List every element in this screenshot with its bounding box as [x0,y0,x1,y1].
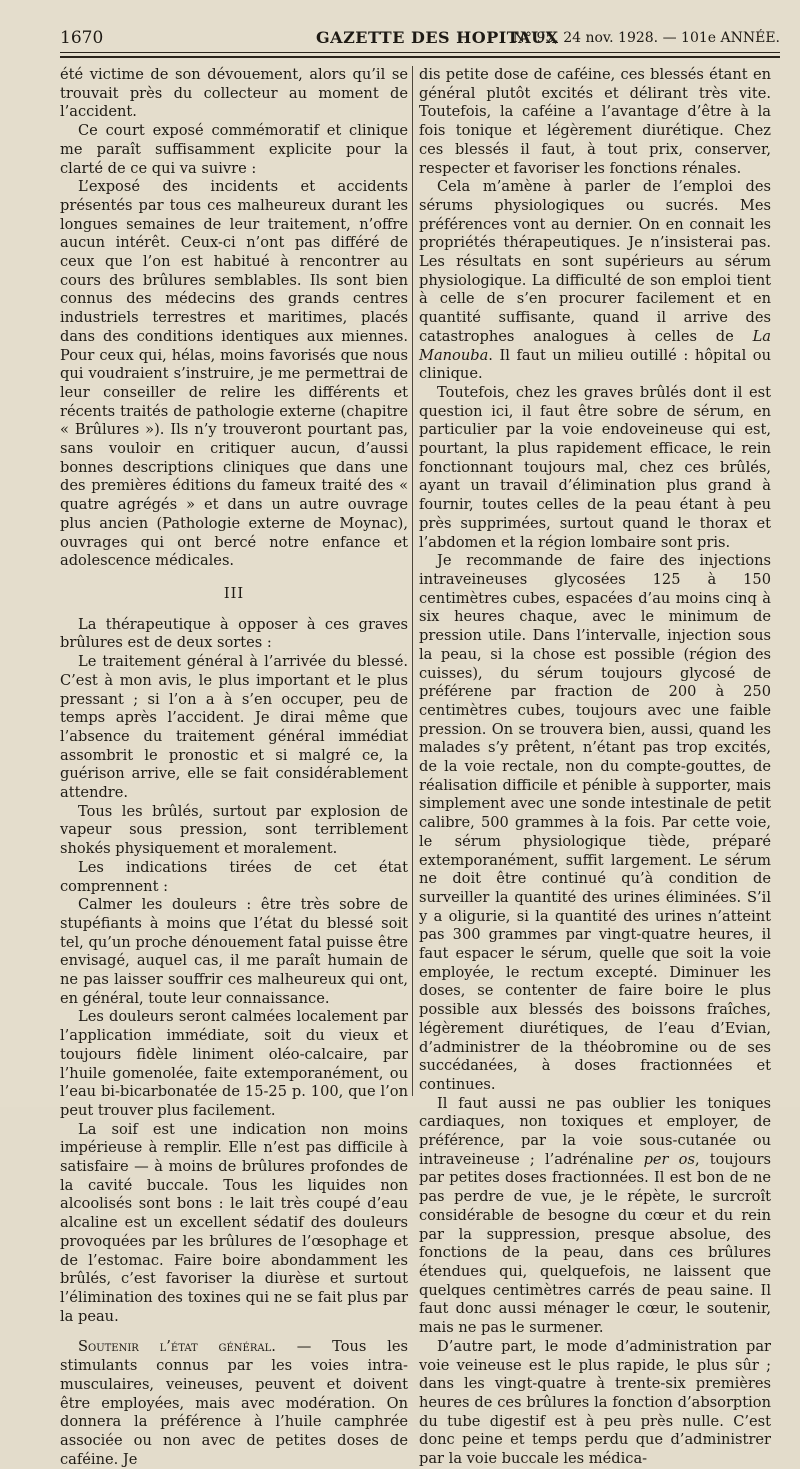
paragraph: Ce court exposé commémoratif et clinique me paraît suffisamment explicite pour la clarté de ce qui va suivre : [60,122,408,177]
paragraph: dis petite dose de caféine, ces blessés étant en général plutôt excités et délirant très vite. Toutefois, la caféine a l’avantage d’être à la fois tonique et légèrement diurétique. Chez ces blessés il faut, à tout prix, conserver, respecter et favoriser les fonctions rénales. [419,66,771,177]
paragraph-text: , toujours par petites doses fractionnées. Il est bon de ne pas perdre de vue, je le répète, le surcroît considérable de besogne du cœur et du rein par la suppression, presque absolue, des fonctions de la peau, dans ces brûlures étendues qui, quelquefois, ne laissent que quelques centimètres carrés de peau saine. Il faut donc aussi ménager le cœur, le soutenir, mais ne pas le surmener. [419,1150,771,1337]
right-column [419,66,771,1468]
section-heading: III [223,584,245,602]
column-divider [412,66,413,1096]
paragraph: La soif est une indication non moins impérieuse à remplir. Elle n’est pas difficile à satisfaire — à moins de brûlures profondes de la cavité buccale. Tous les liquides non alcoolisés sont bons : le lait très coupé d’eau alcaline est un excellent sédatif des douleurs provoquées par les brûlures de l’œsophage et de l’estomac. Faire boire abondamment les brûlés, c’est favoriser la diurèse et surtout l’élimination des toxines qui ne se fait plus par la peau. [60,1120,408,1325]
run-in-heading: Soutenir l’état général. [78,1338,276,1356]
paragraph: D’autre part, le mode d’administration par voie veineuse est le plus rapide, le plus sûr ; dans les vingt-quatre à trente-six premières heures de ces brûlures la fonction d’absorption du tube digestif est à peu près nulle. C’est donc peine et temps perdu que d’administrer par la voie buccale les médica- [419,1337,771,1468]
italic-term: per os [643,1150,695,1168]
paragraph-text: — Tous les stimulants connus par les voies intra-musculaires, veineuses, peuvent et doivent être employées, mais avec modération. On donnera la préférence à l’huile camphrée associée ou non avec de petites doses de caféine. Je [60,1338,408,1468]
left-column [60,66,408,1468]
paragraph: Les douleurs seront calmées localement par l’application immédiate, soit du vieux et toujours fidèle liniment oléo-calcaire, par l’huile gomenolée, faite extemporanément, ou l’eau bi-bicarbonatée de 15-25 p. 100, que l’on peut trouver plus facilement. [60,1008,408,1119]
paragraph: Les indications tirées de cet état comprennent : [60,858,408,895]
page-number: 1670 [60,28,104,48]
header-rule-thick [60,56,780,58]
paragraph: L’exposé des incidents et accidents présentés par tous ces malheureux durant les longues semaines de leur traitement, n’offre aucun intérêt. Ceux-ci n’ont pas différé de ceux que l’on est habitué à rencontrer au cours des brûlures semblables. Ils sont bien connus des médecins des grands centres industriels terrestres et maritimes, placés dans des conditions identiques aux miennes. Pour ceux qui, hélas, moins favorisés que nous qui voudraient s’instruire, je me permettrai de leur conseiller de relire les différents et récents traités de pathologie externe (chapitre « Brûlures »). Ils n’y trouveront pourtant pas, sans vouloir en critiquer aucun, d’aussi bonnes descriptions cliniques que dans une des premières éditions du fameux traité des « quatre agrégés » et dans un autre ouvrage plus ancien (Pathologie externe de Moynac), ouvrages qui ont bercé notre enfance et adolescence médicales. [60,178,408,570]
ship-name: La Manouba [419,327,771,364]
paragraph [419,178,771,384]
journal-title: GAZETTE DES HOPITAUX [316,28,559,47]
paragraph: Tous les brûlés, surtout par explosion de vapeur sous pression, sont terriblement shokés physiquement et moralement. [60,802,408,858]
paragraph: Calmer les douleurs : être très sobre de stupéfiants à moins que l’état du blessé soit tel, qu’un proche dénouement fatal puisse être envisagé, auquel cas, il me paraît humain de ne pas laisser souffrir ces malheureux qui ont, en général, toute leur connaissance. [60,896,408,1007]
paragraph-text: . Il faut un milieu outillé : hôpital ou clinique. [419,346,771,383]
paragraph: Je recommande de faire des injections intraveineuses glycosées 125 à 150 centimètres cubes, espacées d’au moins cinq à six heures chaque, avec le minimum de pression utile. Dans l’intervalle, injection sous la peau, si la chose est possible (région des cuisses), du sérum toujours glycosé de préférene par fraction de 200 à 250 centimètres cubes, toujours avec une faible pression. On se trouvera bien, aussi, quand les malades s’y prêtent, n’étant pas trop excités, de la voie rectale, non du compte-gouttes, de réalisation difficile et pénible à supporter, mais simplement avec une sonde intestinale de petit calibre, 500 grammes à la fois. Par cette voie, le sérum physiologique tiède, préparé extemporanément, suffit largement. Le sérum ne doit être continué qu’à condition de surveiller la quantité des urines éliminées. S’il y a oligurie, si la quantité des urines n’atteint pas 300 grammes par vingt-quatre heures, il faut espacer le sérum, quelle que soit la voie employée, le rectum excepté. Diminuer les doses, se contenter de faire boire le plus possible aux blessés des boissons fraîches, légèrement diurétiques, de l’eau d’Evian, d’administrer de la théobromine ou de ses succédanées, à doses fractionnées et continues. [419,552,771,1093]
paragraph [419,1095,771,1338]
paragraph-text: Cela m’amène à parler de l’emploi des sérums physiologiques ou sucrés. Mes préférences vont au dernier. On en connait les propriétés thérapeutiques. Je n’insisterai pas. Les résultats en sont supérieurs au sérum physiologique. La difficulté de son emploi tient à celle de s’en procurer facilement et en quantité suffisante, quand il arrive des catastrophes analogues à celles de [419,178,771,345]
paragraph: Toutefois, chez les graves brûlés dont il est question ici, il faut être sobre de sérum, en particulier par la voie endoveineuse qui est, pourtant, la plus rapidement efficace, le rein fonctionnant toujours mal, chez ces brûlés, ayant un travail d’élimination plus grand à fournir, toutes celles de la peau étant à peu près supprimées, surtout quand le thorax et l’abdomen et la région lombaire sont pris. [419,383,771,551]
running-header [60,20,780,50]
issue-info: N° 95, 24 nov. 1928. — 101e ANNÉE. [512,30,780,46]
paragraph-text: Il faut aussi ne pas oublier les toniques cardiaques, non toxiques et employer, de préférence, par la voie sous-cutanée ou intraveineuse ; l’adrénaline [419,1094,771,1168]
paragraph [60,1338,408,1469]
paragraph: Le traitement général à l’arrivée du blessé. C’est à mon avis, le plus important et le plus pressant ; si l’on a à s’en occuper, peu de temps après l’accident. Je dirai même que l’absence du traitement général immédiat assombrit le pronostic et si malgré ce, la guérison arrive, elle se fait considérablement attendre. [60,653,408,802]
paragraph: La thérapeutique à opposer à ces graves brûlures est de deux sortes : [60,615,408,652]
header-rule-thin [60,52,780,53]
paragraph: été victime de son dévouement, alors qu’il se trouvait près du collecteur au moment de l’accident. [60,66,408,121]
